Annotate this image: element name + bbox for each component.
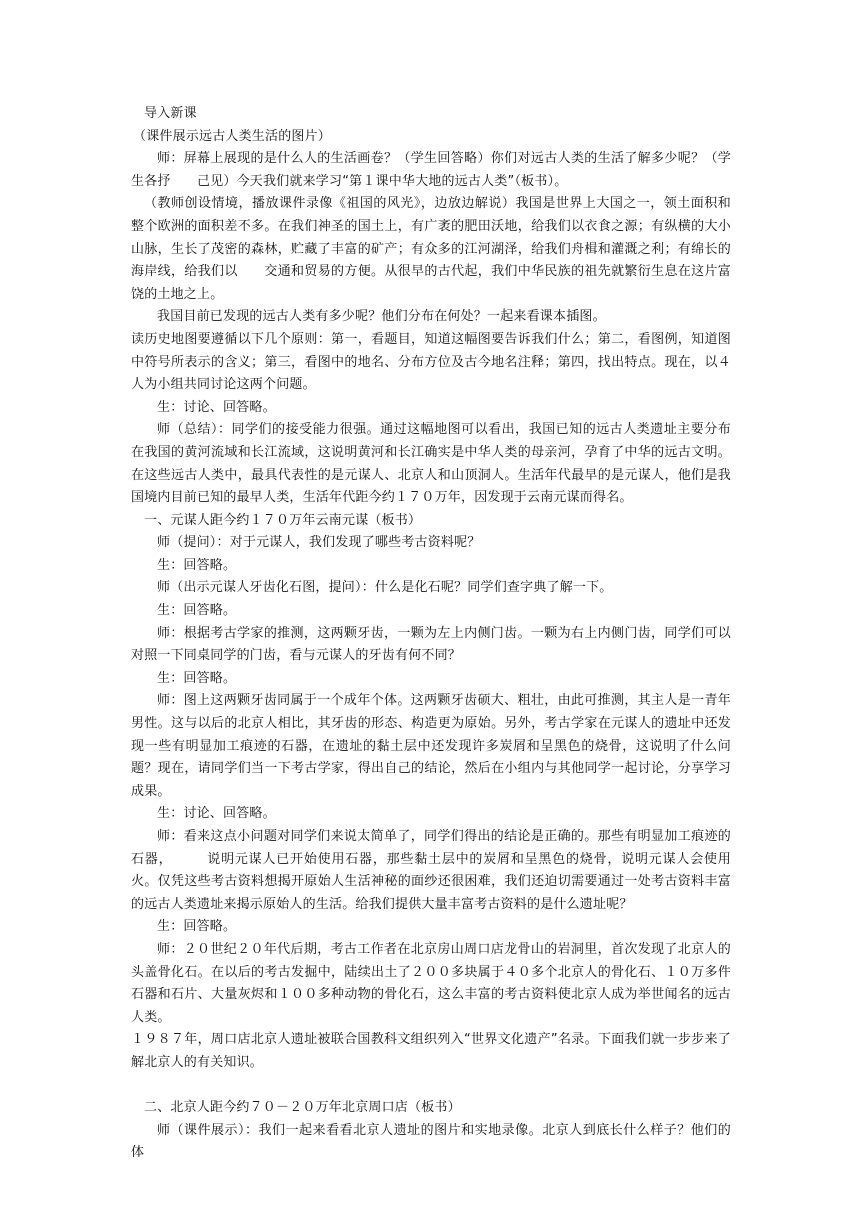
paragraph: 生：回答略。 [157,670,237,686]
document-body [131,103,731,1165]
paragraph: 师（出示元谋人牙齿化石图，提问）：什么是化石呢？同学们查字典了解一下。 [157,580,613,596]
section-heading: 一、元谋人距今约１７０万年云南元谋（板书） [144,512,422,528]
paragraph: 师：看来这点小问题对同学们来说太简单了，同学们得出的结论是正确的。那些有明显加工痕迹的石器， 说明元谋人已开始使用石器，那些黏土层中的炭屑和呈黑色的烧骨，说明元谋人会使用火。仅凭这些考古资料想揭开原始人生活神秘的面纱还很困难，我们还迫切需要通过一处考古资料丰富的远古人类遗址来揭示原始人的生活。给我们提供大量丰富考古资料的是什么遗址呢？ [131,829,731,912]
paragraph: 生：讨论、回答略。 [157,806,276,822]
paragraph: 我国目前已发现的远古人类有多少呢？他们分布在何处？一起来看课本插图。 [157,309,606,325]
paragraph: 生：回答略。 [157,919,237,935]
paragraph: 生：回答略。 [157,603,237,619]
paragraph: 师：根据考古学家的推测，这两颗牙齿，一颗为左上内侧门齿。一颗为右上内侧门齿，同学们可以对照一下同桌同学的门齿，看与元谋人的牙齿有何不同？ [131,625,731,664]
paragraph: 师：２０世纪２０年代后期，考古工作者在北京房山周口店龙骨山的岩洞里，首次发现了北京人的头盖骨化石。在以后的考古发掘中，陆续出土了２００多块属于４０多个北京人的骨化石、１０万多件石器和石片、大量灰烬和１００多种动物的骨化石，这么丰富的考古资料使北京人成为举世闻名的远古人类。 [131,941,731,1025]
paragraph: （课件展示远古人类生活的图片） [133,128,332,144]
paragraph: 师（提问）：对于元谋人，我们发现了哪些考古资料呢？ [157,535,481,551]
section-heading: 导入新课 [144,106,197,121]
paragraph: 读历史地图要遵循以下几个原则：第一，看题目，知道这幅图要告诉我们什么；第二，看图例，知道图中符号所表示的含义；第三，看图中的地名、分布方位及古今地名注释；第四，找出特点。现在，以４人为小组共同讨论这两个问题。 [131,331,731,393]
paragraph: １９８７年，周口店北京人遗址被联合国教科文组织列入“世界文化遗产”名录。下面我们就一步步来了解北京人的有关知识。 [131,1032,731,1070]
paragraph: 师：图上这两颗牙齿同属于一个成年个体。这两颗牙齿硕大、粗壮，由此可推测，其主人是一青年男性。这与以后的北京人相比，其牙齿的形态、构造更为原始。另外，考古学家在元谋人的遗址中还发现一些有明显加工痕迹的石器，在遗址的黏土层中还发现许多炭屑和呈黑色的烧骨，这说明了什么问题？现在，请同学们当一下考古学家，得出自己的结论，然后在小组内与其他同学一起讨论，分享学习成果。 [131,693,731,799]
section-heading: 二、北京人距今约７０－２０万年北京周口店（板书） [144,1100,461,1116]
paragraph: 师（总结）：同学们的接受能力很强。通过这幅地图可以看出，我国已知的远古人类遗址主要分布在我国的黄河流域和长江流域，这说明黄河和长江确实是中华人类的母亲河，孕育了中华的远古文明。在这些远古人类中，最具代表性的是元谋人、北京人和山顶洞人。生活年代最早的是元谋人，他们是我国境内目前已知的最早人类，生活年代距今约１７０万年，因发现于云南元谋而得名。 [131,422,731,506]
paragraph: 生：讨论、回答略。 [157,399,276,415]
paragraph: 师：屏幕上展现的是什么人的生活画卷？（学生回答略）你们对远古人类的生活了解多少呢？（学生各抒 己见）今天我们就来学习“第１课中华大地的远古人类”（板书）。 [131,151,731,189]
paragraph: 师（课件展示）：我们一起来看看北京人遗址的图片和实地录像。北京人到底长什么样子？他们的体 [131,1122,731,1161]
paragraph: 生：回答略。 [157,557,237,573]
paragraph: （教师创设情境，播放课件录像《祖国的风光》，边放边解说）我国是世界上大国之一，领土面积和整个欧洲的面积差不多。在我们神圣的国土上，有广袤的肥田沃地，给我们以衣食之源；有纵横的大小山脉，生长了茂密的森林，贮藏了丰富的矿产；有众多的江河湖泽，给我们舟楫和灌溉之利；有绵长的海岸线，给我们以 交通和贸易的方便。从很早的古代起，我们中华民族的祖先就繁衍生息在这片富饶的土地之上。 [131,196,731,302]
blank-line [131,1075,731,1098]
